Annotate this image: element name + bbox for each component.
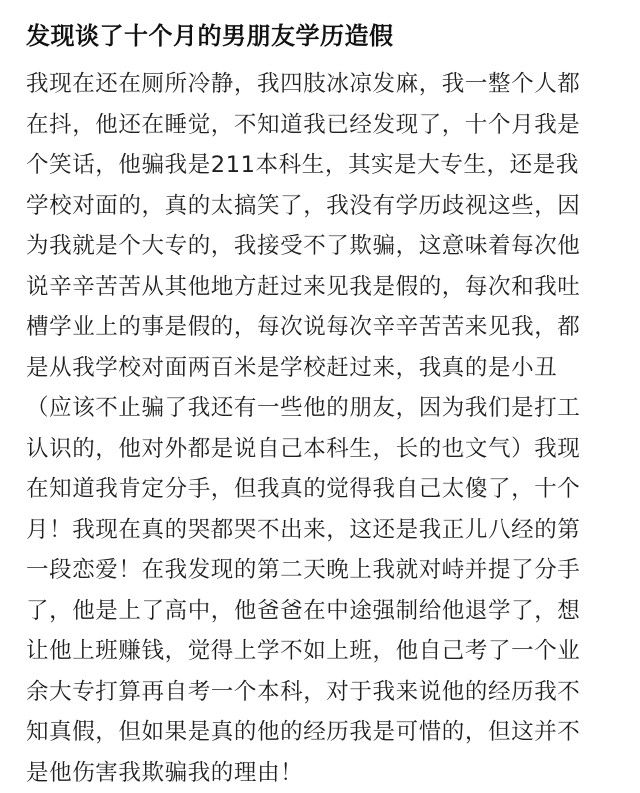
post-body-line: 槽学业上的事是假的，每次说每次辛辛苦苦来见我，都: [26, 307, 614, 348]
post-body-line: 了，他是上了高中，他爸爸在中途强制给他退学了，想: [26, 591, 614, 632]
post-body-line: 月！我现在真的哭都哭不出来，这还是我正儿八经的第: [26, 510, 614, 551]
post-body-line: 让他上班赚钱，觉得上学不如上班，他自己考了一个业: [26, 631, 614, 672]
post-body-line: 学校对面的，真的太搞笑了，我没有学历歧视这些，因: [26, 186, 614, 227]
post-body-line: 知真假，但如果是真的他的经历我是可惜的，但这并不: [26, 712, 614, 753]
post-body: [26, 64, 614, 793]
post-body-line: 是他伤害我欺骗我的理由！: [26, 753, 614, 793]
post-body-line: 认识的，他对外都是说自己本科生，长的也文气）我现: [26, 429, 614, 470]
post-body-line: 个笑话，他骗我是211本科生，其实是大专生，还是我: [26, 145, 614, 186]
post-body-line: 余大专打算再自考一个本科，对于我来说他的经历我不: [26, 672, 614, 713]
post-body-line: 为我就是个大专的，我接受不了欺骗，这意味着每次他: [26, 226, 614, 267]
post-body-line: 在抖，他还在睡觉，不知道我已经发现了，十个月我是: [26, 105, 614, 146]
post-body-line: 在知道我肯定分手，但我真的觉得我自己太傻了，十个: [26, 469, 614, 510]
post-body-line: 我现在还在厕所冷静，我四肢冰凉发麻，我一整个人都: [26, 64, 614, 105]
post-body-line: 说辛辛苦苦从其他地方赶过来见我是假的，每次和我吐: [26, 267, 614, 308]
post-title: 发现谈了十个月的男朋友学历造假: [26, 17, 614, 55]
post-body-line: 一段恋爱！在我发现的第二天晚上我就对峙并提了分手: [26, 550, 614, 591]
post-body-line: （应该不止骗了我还有一些他的朋友，因为我们是打工: [26, 388, 614, 429]
post-body-line: 是从我学校对面两百米是学校赶过来，我真的是小丑: [26, 348, 614, 389]
